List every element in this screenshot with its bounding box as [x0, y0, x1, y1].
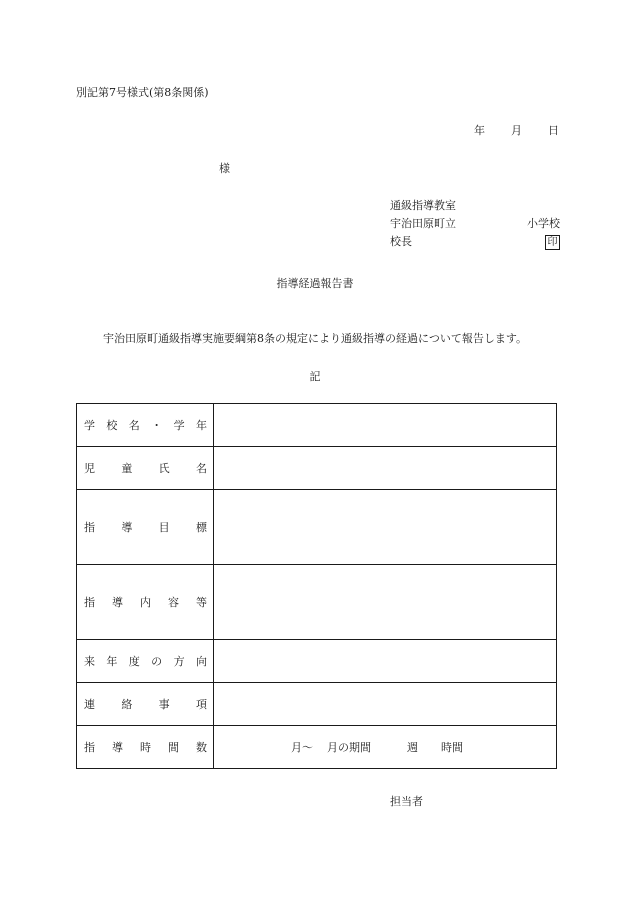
label-char: 向	[195, 655, 207, 668]
label-char: 指	[84, 596, 95, 609]
body-text: 宇治田原町通級指導実施要綱第8条の規定により通級指導の経過について報告します。	[103, 332, 527, 345]
label-char: 数	[196, 741, 207, 754]
label-char: 導	[121, 521, 133, 534]
label-char: 学	[84, 419, 95, 432]
label-char: の	[151, 655, 163, 668]
label-char: 童	[121, 462, 133, 475]
label-char: 児	[84, 462, 95, 475]
label-school-grade	[77, 404, 214, 447]
document-title: 指導経過報告書	[276, 277, 354, 290]
label-guidance-goal	[77, 490, 214, 565]
label-char: 年	[106, 655, 118, 668]
label-char: 絡	[121, 698, 133, 711]
addressee: 様	[219, 162, 230, 175]
value-student-name[interactable]	[214, 447, 557, 490]
ki-heading: 記	[309, 370, 321, 383]
label-communication	[77, 683, 214, 726]
value-next-year-direction[interactable]	[214, 640, 557, 683]
label-char: 学	[173, 419, 185, 432]
value-guidance-hours[interactable]	[214, 726, 557, 769]
label-char: 方	[173, 655, 185, 668]
label-char: 導	[112, 741, 123, 754]
table-row	[77, 640, 557, 683]
label-guidance-content	[77, 565, 214, 640]
label-char: 来	[84, 655, 95, 668]
label-char: 名	[195, 462, 207, 475]
label-char: 導	[112, 596, 123, 609]
issuer-town: 宇治田原町立	[390, 217, 456, 230]
label-char: 時	[140, 741, 151, 754]
value-communication[interactable]	[214, 683, 557, 726]
label-char: 間	[168, 741, 179, 754]
table-row	[77, 404, 557, 447]
hours-line	[214, 739, 556, 755]
value-school-grade[interactable]	[214, 404, 557, 447]
label-char: 目	[158, 521, 170, 534]
label-char: 度	[128, 655, 140, 668]
label-char: 指	[84, 741, 95, 754]
person-in-charge: 担当者	[390, 795, 423, 808]
report-table	[76, 403, 557, 769]
issuer-block	[390, 197, 560, 251]
issuer-principal: 校長	[390, 235, 412, 248]
label-char: 指	[84, 521, 95, 534]
label-char: 校	[106, 419, 118, 432]
date-month: 月	[511, 124, 522, 137]
label-char: 年	[195, 419, 207, 432]
table-row	[77, 726, 557, 769]
label-char: 等	[196, 596, 207, 609]
value-guidance-goal[interactable]	[214, 490, 557, 565]
table-row	[77, 683, 557, 726]
seal-mark: 印	[545, 235, 560, 250]
label-char: 標	[195, 521, 207, 534]
table-row	[77, 490, 557, 565]
table-row	[77, 565, 557, 640]
label-char: 連	[84, 698, 95, 711]
label-char: 項	[195, 698, 207, 711]
hours-month-from: 月〜	[291, 741, 313, 754]
hours-week: 週	[407, 741, 418, 754]
label-char: 内	[140, 596, 151, 609]
hours-month-to: 月の期間	[327, 741, 371, 754]
label-char: ・	[151, 419, 163, 432]
form-number: 別記第7号様式(第8条関係)	[76, 86, 209, 99]
issuer-school: 小学校	[527, 217, 560, 230]
issuer-classroom: 通級指導教室	[390, 199, 456, 212]
label-next-year-direction	[77, 640, 214, 683]
label-char: 名	[128, 419, 140, 432]
value-guidance-content[interactable]	[214, 565, 557, 640]
date-year: 年	[474, 124, 485, 137]
label-student-name	[77, 447, 214, 490]
hours-hours: 時間	[441, 741, 463, 754]
date-line	[474, 122, 559, 138]
label-char: 事	[158, 698, 170, 711]
table-row	[77, 447, 557, 490]
label-char: 容	[168, 596, 179, 609]
label-char: 氏	[158, 462, 170, 475]
label-guidance-hours	[77, 726, 214, 769]
date-day: 日	[548, 124, 559, 137]
